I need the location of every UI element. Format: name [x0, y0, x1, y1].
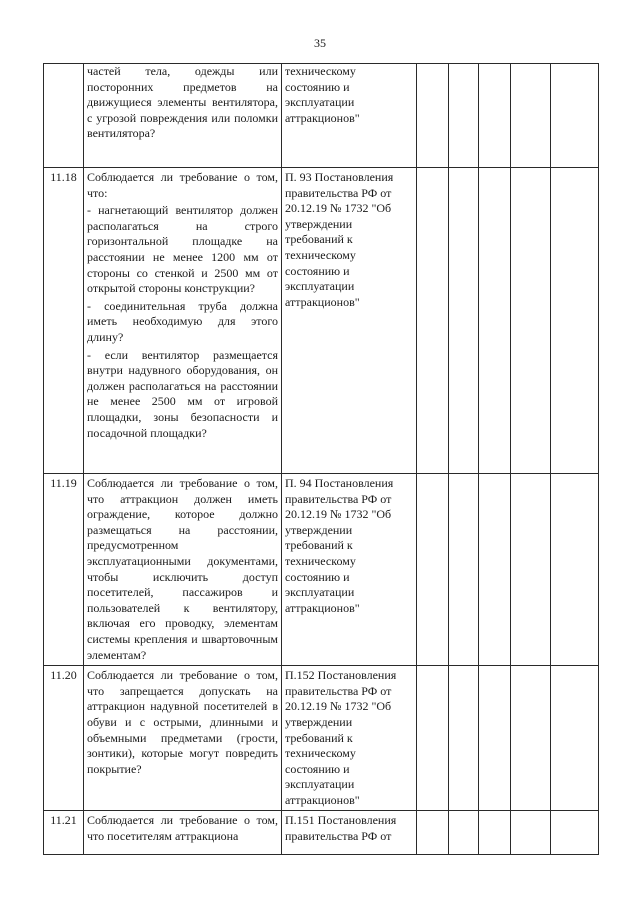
answer-cell: [479, 168, 511, 474]
row-number: 11.20: [44, 666, 84, 811]
table-row: [44, 474, 599, 666]
answer-cell: [449, 64, 479, 168]
table-row: [44, 811, 599, 855]
requirement-cell: [84, 811, 282, 855]
notes-cell: [551, 666, 599, 811]
row-number: [44, 64, 84, 168]
answer-cell: [511, 474, 551, 666]
answer-cell: [417, 666, 449, 811]
row-number: 11.21: [44, 811, 84, 855]
answer-cell: [449, 811, 479, 855]
requirement-item: - соединительная труба должна иметь необходимую для этого длину?: [87, 298, 278, 344]
requirement-item: - нагнетающий вентилятор должен располагаться на строго горизонтальной площадке на расстоянии не менее 1200 мм от стороны со стенкой и 2500 мм от открытой стороны конструкции?: [87, 203, 278, 296]
requirement-text: Соблюдается ли требование о том, что запрещается допускать на аттракцион надувной посетителей в обуви и с острыми, длинными и объемными предметами (грости, зонтики), которые могут повредить покрытие?: [87, 668, 278, 776]
notes-cell: [551, 474, 599, 666]
table-row: [44, 666, 599, 811]
checklist-table: [43, 63, 599, 855]
answer-cell: [417, 811, 449, 855]
row-number: 11.18: [44, 168, 84, 474]
answer-cell: [449, 168, 479, 474]
answer-cell: [479, 811, 511, 855]
answer-cell: [511, 666, 551, 811]
legal-reference: П. 94 Постановления правительства РФ от 20.12.19 № 1732 "Об утверждении требований к техническому состоянию и эксплуатации аттракционов": [282, 474, 417, 666]
table-row: [44, 168, 599, 474]
answer-cell: [417, 474, 449, 666]
requirement-cell: [84, 474, 282, 666]
answer-cell: [511, 64, 551, 168]
answer-cell: [511, 168, 551, 474]
requirement-cell: [84, 666, 282, 811]
requirement-text: частей тела, одежды или посторонних предметов на движущиеся элементы вентилятора, с угрозой повреждения или поломки вентилятора?: [87, 64, 278, 141]
answer-cell: [449, 474, 479, 666]
answer-cell: [449, 666, 479, 811]
page-number: 35: [314, 36, 326, 50]
answer-cell: [479, 666, 511, 811]
legal-reference: П.152 Постановления правительства РФ от 20.12.19 № 1732 "Об утверждении требований к техническому состоянию и эксплуатации аттракционов": [282, 666, 417, 811]
requirement-cell: [84, 64, 282, 168]
requirement-text: Соблюдается ли требование о том, что аттракцион должен иметь ограждение, которое должно размещаться на расстоянии, предусмотренном эксплуатационными документами, чтобы исключить доступ посетителей, пассажиров и пользователей к вентилятору, включая его проводку, элементам системы крепления и швартовочным элементам?: [87, 476, 278, 662]
requirement-text: Соблюдается ли требование о том, что посетителям аттракциона: [87, 813, 278, 844]
answer-cell: [479, 474, 511, 666]
requirement-item: - если вентилятор размещается внутри надувного оборудования, он должен располагаться на расстоянии не менее 2500 мм от игровой площадки, зоны безопасности и посадочной площадки?: [87, 347, 278, 440]
answer-cell: [417, 64, 449, 168]
legal-reference: техническому состоянию и эксплуатации аттракционов": [282, 64, 417, 168]
notes-cell: [551, 64, 599, 168]
answer-cell: [511, 811, 551, 855]
legal-reference: П.151 Постановления правительства РФ от: [282, 811, 417, 855]
notes-cell: [551, 811, 599, 855]
answer-cell: [417, 168, 449, 474]
legal-reference: П. 93 Постановления правительства РФ от 20.12.19 № 1732 "Об утверждении требований к техническому состоянию и эксплуатации аттракционов": [282, 168, 417, 474]
table-row: [44, 64, 599, 168]
notes-cell: [551, 168, 599, 474]
requirement-text: Соблюдается ли требование о том, что:: [87, 170, 278, 200]
row-number: 11.19: [44, 474, 84, 666]
answer-cell: [479, 64, 511, 168]
requirement-cell: [84, 168, 282, 474]
